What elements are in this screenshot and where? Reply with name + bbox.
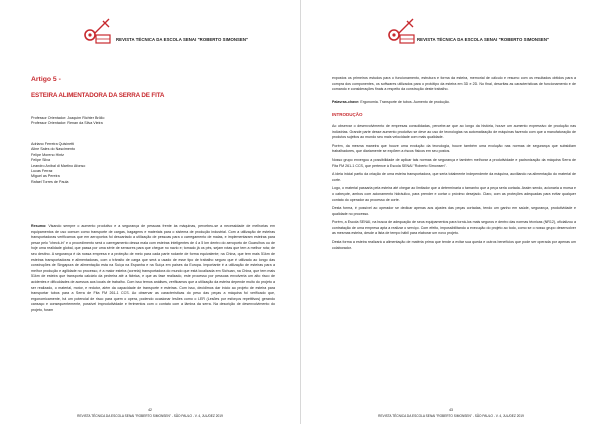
- keywords-label: Palavras-chave:: [332, 99, 360, 104]
- page-footer: REVISTA TÉCNICA DA ESCOLA SENAI "ROBERTO SIMONSEN" - SÃO PAULO - V. 4, JUL/DEZ 2019: [77, 414, 223, 418]
- journal-name: REVISTA TÉCNICA DA ESCOLA SENAI "ROBERTO SIMONSEN": [116, 37, 249, 42]
- keywords-text: Ergonomia. Transporte de tubos. Aumento de produção.: [360, 99, 450, 104]
- body-paragraph: Nosso grupo enxergou a possibilidade de aplicar tais normas de segurança e também melhorar a produtividade e padronização da máquina Serra de Fita FM 261-1 CCS, que pertence à Escola SENAI "Roberto Simonsen".: [332, 157, 576, 168]
- author: Leandro Aníbal di Martino Afonso: [31, 163, 86, 168]
- article-label: Artigo 5 -: [31, 76, 61, 83]
- body-paragraph: Logo, o material passaria pela esteira até chegar ao limitador que a determinaria o tamanho que a peça seria cortada. Assim sendo, acionaria a morsa e o cabeçote, ambos com acionamento hidráulico, para prender e cortar o próximo desejado. Claro, com as proteções adequadas para evitar qualquer contato do operador ao processo de corte.: [332, 186, 576, 202]
- author: Felipe Moreno Hintz: [31, 152, 64, 157]
- right-content: [332, 76, 576, 254]
- page-footer: REVISTA TÉCNICA DA ESCOLA SENAI "ROBERTO SIMONSEN" - SÃO PAULO - V. 4, JUL/DEZ 2019: [378, 414, 524, 418]
- author: Rafael Torres de Paula: [31, 179, 69, 184]
- section-heading: INTRODUÇÃO: [332, 112, 363, 118]
- body-paragraph: Ao observar o desenvolvimento de empresas consolidadas, percebe-se que ao longo da história, houve um aumento expressivo de produção nas indústrias. Grande parte desse aumento produtivo se deve ao uso de tecnologias na automatização de máquinas fazendo com que a manufaturação de produtos sujeitos ao mundo seu mais velocidade com mais qualidade.: [332, 123, 576, 140]
- abstract-text: Visando sempre o aumento produtivo e a segurança de pessoas frente às máquinas, percebeu-se a necessidade de melhorias em equipamentos de uso comum como transporte de cargas, bagagens e materiais para o sistema de produção industrial. Com a utilização de esteiras transportadoras verificamos que em aeroportos foi descartado a utilização de pessoas para o carregamento de malas, e implementaram esteiras para pesar pelo "check-in" e o procedimento será o carregamento dessa mala com esteiras inteligentes de 4 a 5 km dentro do aeroporto de Guarulhos ou de hoje uma realidade global, que passa por uma série de sensores para que chegue no navio e; tomado já os pés, sejam rotas que tem a melhor rota; de seu destino. A segurança é da nossa empresa e a proteção de meio para cada parte rodante de forma equivalente; na China, que tem mais 51km de esteiras transportadoras e alimentadoras, com o trânsito de carga que será a usado de esse tipo de trabalho seguro que é utilizado ao longo das construções de Singapura de alimentação esta na Suíça na Espanha e na Suíça em países da Europa. Importante é a utilização de esteiras para a melhor produção e agilidade no processo, é a maior esteira (correia) transportadora do mundo que está localizada em Sichuan, na China, que tem mais 51km de esteira que transporta calcário da pedreira até a fábrica, e que as fase realizado, este processo por pessoas envolveria um alto risco de acidentes e dificuldades de acessos aos locais de trabalho. Com isso temos análises, verificamos que a utilização da esteira depende muito do projeto a ser realizado, o material, motor, e redutor, além da capacidade de transporte e esteiras. Com isso, decidimos dar início ao projeto de esteira para transportar tubos para a Serra de Fita FM 261-1 CCS. Ao observar as características do peso das peças a máquina foi verificado que, ergonomicamente, há um potencial de risco para quem o opera, podendo ocasionar lesões como o LER (Lesões por esforços repetitivos) gerando cansaço e consequentemente, possível improdutividade e ferimentos com o contato com a lâmina da serra. Na descrição de desenvolvimento do projeto, foram: [31, 224, 275, 312]
- advisors-list: [31, 116, 275, 127]
- article-header: [31, 76, 164, 100]
- author: Aline Sales do Nascimento: [31, 147, 76, 152]
- body-paragraph: Porém, a Escola SENAI, na busca de adequação de seus equipamentos para torná-los mais seguros e dentro das normas técnicas (NR12), oficializou a contratação de uma empresa apta a realizar o serviço. Com efeito, impossibilitando a execução do projeto ao todo, como se o nosso grupo desenvolver as mesmas esteira, desde a lista de tempo hábil para elaborar um novo projeto.: [332, 220, 576, 236]
- abstract-label: Resumo:: [31, 224, 47, 228]
- author: Miguel as Pereira: [31, 174, 60, 179]
- advisor: Professor Orientador: Joaquim Richter Brôllo: [31, 116, 105, 120]
- body-paragraph: Desta forma a esteira realizará a alimentação de matéria prima que tende a evitar sua queda e outros benefícios que pode ser operada por apenas um colaborador.: [332, 240, 576, 250]
- article-title: ESTEIRA ALIMENTADORA DA SERRA DE FITA: [31, 92, 165, 99]
- journal-name: REVISTA TÉCNICA DA ESCOLA SENAI "ROBERTO SIMONSEN": [417, 37, 550, 42]
- body-paragraph: Desta forma, é possível ao operador se dedicar apenas aos ajustes das peças cortadas, tendo um ganho em saúde, segurança, produtividade e qualidade no processo.: [332, 206, 576, 216]
- authors-list: [31, 142, 275, 185]
- body-paragraph: A ideia inicial partiu da criação de uma esteira transportadora, que seria totalmente independente da máquina, auxiliando na alimentação do material de corte.: [332, 172, 576, 182]
- body-paragraph: Porém, da mesma maneira que houve uma evolução da tecnologia, houve também uma evolução nas normas de segurança que subsidiam trabalhadores, que diariamente se expõem a riscos físicos em seu postos.: [332, 143, 576, 154]
- page-number: 43: [449, 408, 453, 412]
- intro-paragraph: expostos os primeiros estudos para o funcionamento, estrutura e forma da esteira, memorial de cálculo e resumo com os resultados obtidos para a compra dos componentes, os softwares utilizados para o protótipo da esteira em 3D e 2D. No final, descritas as características de funcionamento e de comando e considerações finais a respeito da construção deste trabalho.: [332, 76, 576, 92]
- author: Felipe Silva: [31, 158, 51, 163]
- abstract: [31, 224, 275, 406]
- right-page: [300, 0, 600, 424]
- advisor: Professor Orientador: Renan da Silva Vieira: [31, 121, 103, 126]
- senai-logo-icon: [387, 13, 417, 47]
- author: Lucas Ferraz: [31, 169, 53, 174]
- page-number: 42: [148, 408, 152, 412]
- senai-logo-icon: [83, 13, 113, 47]
- keywords: [332, 100, 576, 106]
- author: Adriano Ferreira Quisinetti: [31, 142, 75, 146]
